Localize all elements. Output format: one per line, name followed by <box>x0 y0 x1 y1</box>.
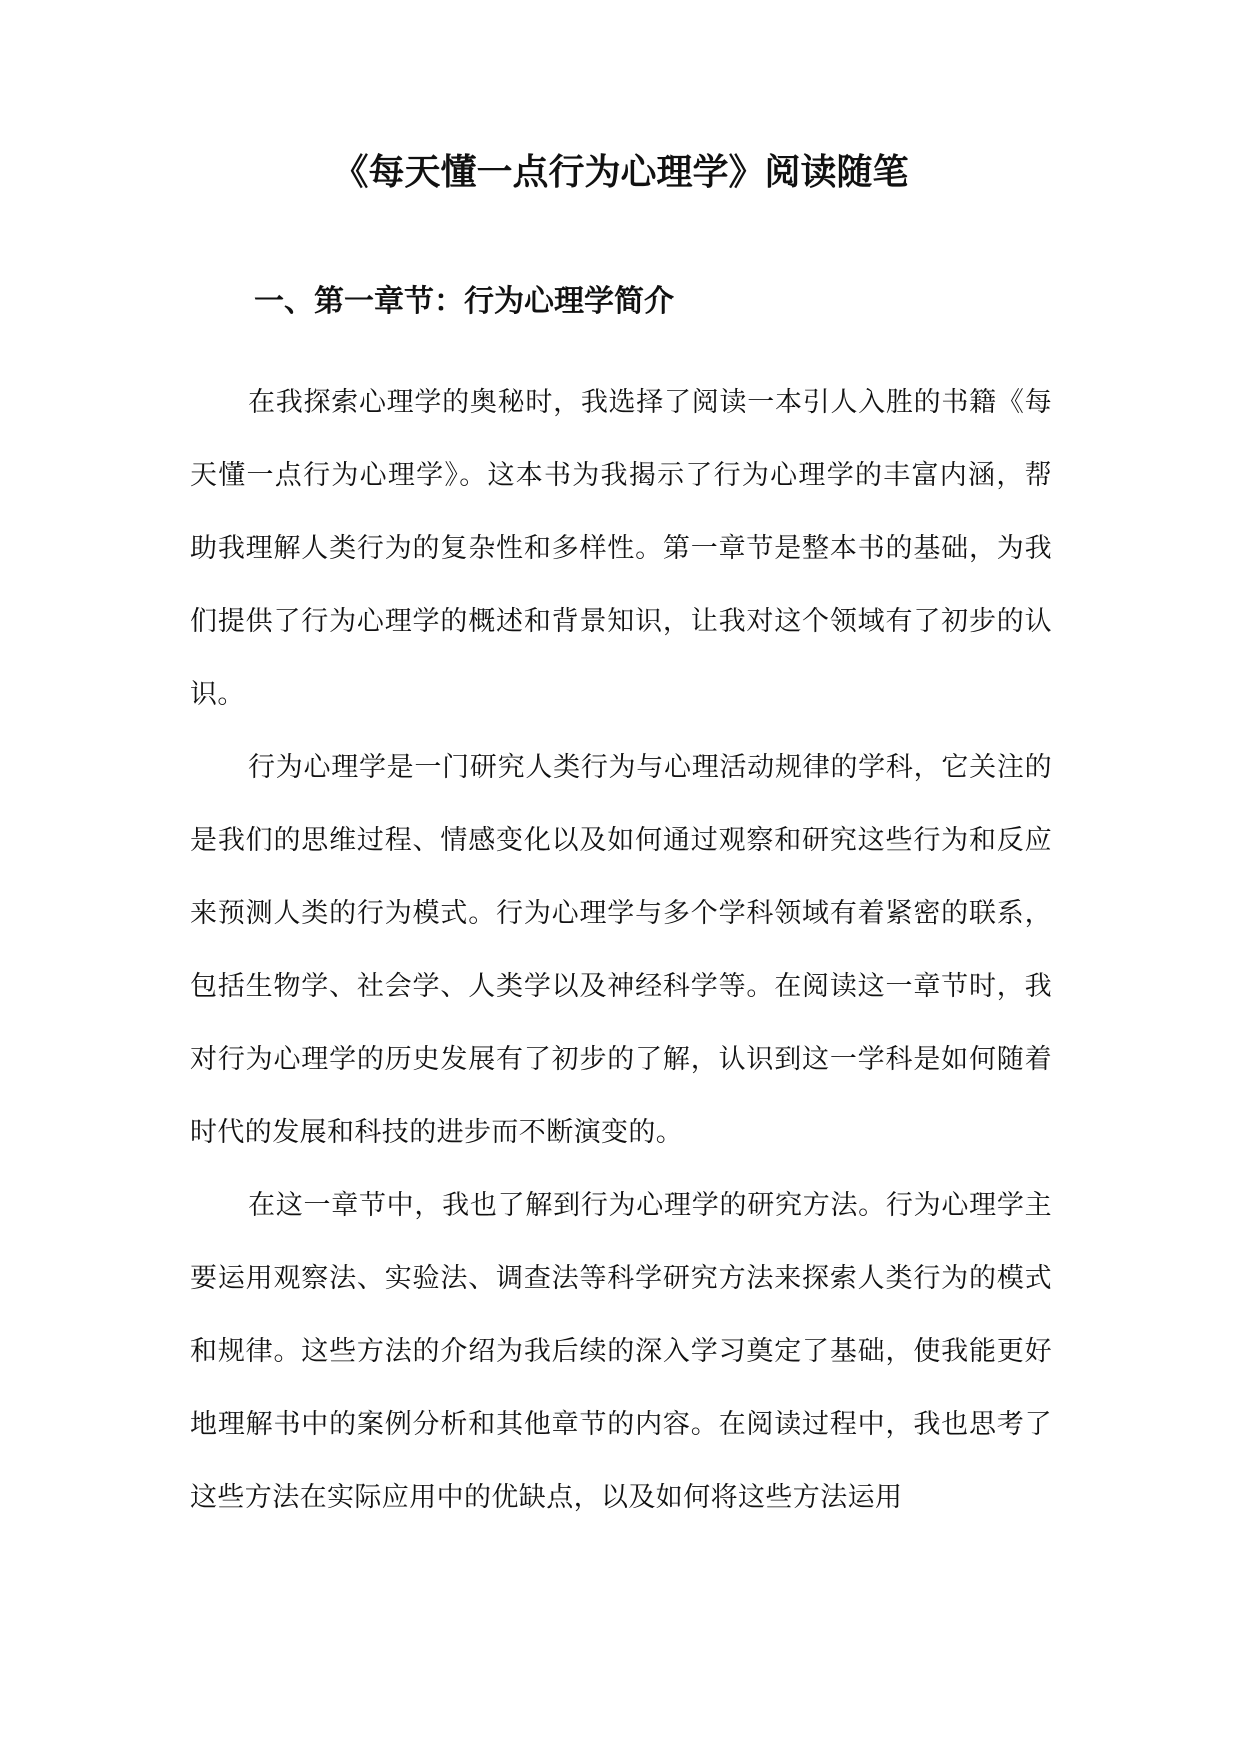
paragraph-2: 行为心理学是一门研究人类行为与心理活动规律的学科，它关注的是我们的思维过程、情感变化以及如何通过观察和研究这些行为和反应来预测人类的行为模式。行为心理学与多个学科领域有着紧密的联系，包括生物学、社会学、人类学以及神经科学等。在阅读这一章节时，我对行为心理学的历史发展有了初步的了解，认识到这一学科是如何随着时代的发展和科技的进步而不断演变的。 <box>190 752 1052 1148</box>
section-heading: 一、第一章节：行为心理学简介 <box>254 284 674 319</box>
document-body <box>190 366 1052 1534</box>
document-title: 《每天懂一点行为心理学》阅读随笔 <box>332 152 909 193</box>
paragraph-1: 在我探索心理学的奥秘时，我选择了阅读一本引人入胜的书籍《每天懂一点行为心理学》。这本书为我揭示了行为心理学的丰富内涵，帮助我理解人类行为的复杂性和多样性。第一章节是整本书的基础，为我们提供了行为心理学的概述和背景知识，让我对这个领域有了初步的认识。 <box>190 387 1052 710</box>
paragraph-3: 在这一章节中，我也了解到行为心理学的研究方法。行为心理学主要运用观察法、实验法、调查法等科学研究方法来探索人类行为的模式和规律。这些方法的介绍为我后续的深入学习奠定了基础，使我能更好地理解书中的案例分析和其他章节的内容。在阅读过程中，我也思考了这些方法在实际应用中的优缺点，以及如何将这些方法运用 <box>190 1190 1052 1513</box>
